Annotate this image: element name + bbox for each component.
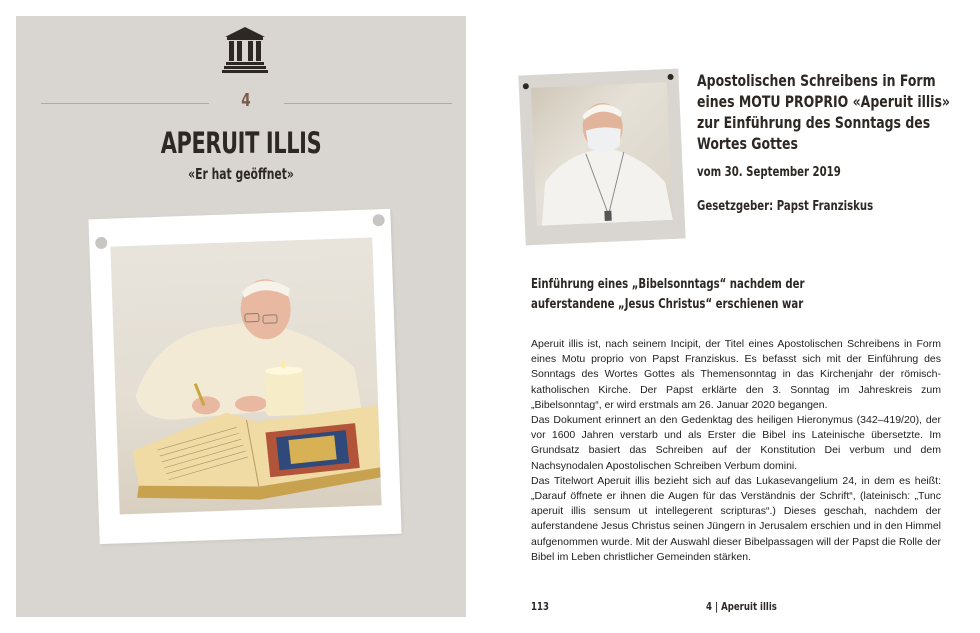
chapter-title: APERUIT ILLIS [160, 126, 322, 160]
divider-line-right [284, 103, 452, 104]
polaroid-photo-frame-small [518, 69, 685, 246]
running-title: 4 | Aperuit illis [706, 600, 777, 613]
chapter-divider [41, 90, 451, 114]
page-number: 113 [531, 600, 549, 613]
pin-icon [372, 214, 384, 226]
body-paragraph: Aperuit illis ist, nach seinem Incipit, der Titel eines Apostolischen Schreibens in Form eines Motu proprio von Papst Franziskus. Es befasst sich mit der Einführung des Sonntags des Wortes Gottes als Themensonntag in das Kirchenjahr der römisch-katholischen Kirche. Der Papst erklärte den 3. Sonntag im Jahreskreis zum „Bibelsonntag“, er wird erstmals am 26. Januar 2020 begangen. [531, 338, 941, 411]
chapter-subtitle: «Er hat geöffnet» [188, 165, 294, 183]
pin-icon [95, 237, 107, 249]
temple-icon [221, 25, 269, 73]
pope-masked-illustration [531, 82, 673, 226]
pin-icon [667, 74, 673, 80]
section-heading: Einführung eines „Bibelsonntags“ nachdem der auferstandene „Jesus Christus“ erschienen war [531, 277, 805, 312]
body-paragraph: Das Titelwort Aperuit illis bezieht sich auf das Lukasevangelium 24, in dem es heißt: „Darauf öffnete er ihnen die Augen für das Verständnis der Schrift“, (lateinisch: „Tunc aperuit illis sensum ut intellegerent scripturas“.) Dieses geschah, nachdem der auferstandene Jesus Christus seinen Jüngern in Jerusalem erschien und in den Himmel aufgenommen wurde. Mit der Auswahl dieser Bibelpassagen will der Papst die Rolle der Bibel im Leben christlicher Gemeinden stärken. [531, 474, 941, 563]
document-heading: Apostolischen Schreibens in Form eines MOTU PROPRIO «Aperuit illis» zur Einführung des Sonntags des Wortes Gottes [697, 71, 950, 153]
document-lawgiver: Gesetzgeber: Papst Franziskus [697, 199, 874, 214]
body-paragraph: Das Dokument erinnert an den Gedenktag des heiligen Hieronymus (342–419/20), der vor 1600 Jahren verstarb und als Erster die Bibel ins Lateinische übersetzte. Im Grundsatz basiert das Schreiben auf der Konstitution Dei verbum und dem Nachsynodalen Apostolischen Schreiben Verbum domini. [531, 414, 941, 472]
left-page [16, 16, 466, 617]
chapter-number: 4 [241, 90, 251, 111]
pope-writing-illustration [110, 237, 381, 514]
document-date: vom 30. September 2019 [697, 165, 841, 180]
polaroid-photo-frame [88, 209, 401, 544]
pin-icon [523, 83, 529, 89]
pope-writing-photo [110, 237, 381, 514]
body-text [531, 337, 941, 565]
pope-masked-photo [531, 82, 673, 226]
